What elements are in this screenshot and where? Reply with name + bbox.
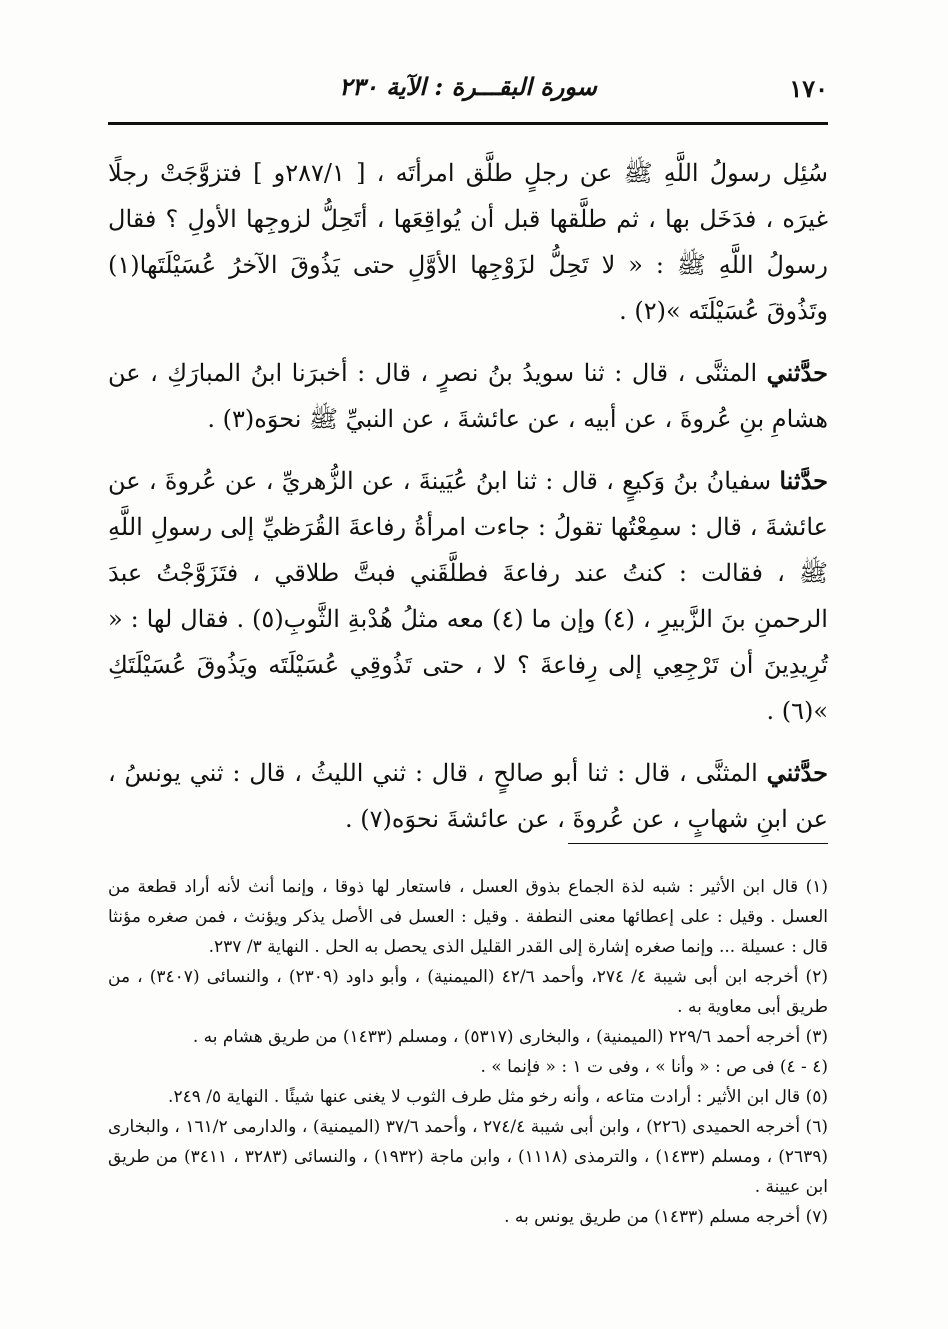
footnote: (٧) أخرجه مسلم (١٤٣٣) من طريق يونس به . [504,1207,828,1227]
footnote: (٥) قال ابن الأثير : أرادت متاعه ، وأنه رخو مثل طرف الثوب لا يغنى عنها شيئًا . النهاية ٥/ ٢٤٩. [168,1087,828,1107]
page-header [108,70,828,114]
paragraph-lead: حدَّثني [766,758,828,787]
paragraph-lead: حدَّثنا [779,466,828,495]
paragraph [108,458,828,734]
paragraph-text: سفيانُ بنُ وَكيعٍ ، قال : ثنا ابنُ عُيَينةَ ، عن الزُّهريِّ ، عن عُروةَ ، عن عائشةَ ، قال : سمِعْتُها تقولُ : جاءت امرأةُ رفاعةَ القُرَظيِّ إلى رسولِ اللَّهِ ﷺ ، فقالت : كنتُ عند رفاعةَ فطلَّقَني فبتَّ طلاقي ، فتَزَوَّجْتُ عبدَ الرحمنِ بنَ الزَّبيرِ ، (٤) وإن ما (٤) معه مثلُ هُدْبةِ الثَّوبِ(٥) . فقال لها : « تُرِيدِينَ أن تَرْجِعِي إلى رِفاعةَ ؟ لا ، حتى تَذُوقِي عُسَيْلَتَه ويَذُوقَ عُسَيْلَتَكِ »(٦) . [108,467,828,725]
footnote: (٦) أخرجه الحميدى (٢٢٦) ، وابن أبى شيبة ٢٧٤/٤ ، وأحمد ٣٧/٦ (الميمنية) ، والدارمى ١٦١/٢ ، والبخارى (٢٦٣٩) ، ومسلم (١٤٣٣) ، والترمذى (١١١٨) ، وابن ماجة (١٩٣٢) ، والنسائى (٣٢٨٣ ، ٣٤١١) من طريق ابن عيينة . [108,1117,829,1197]
footnote-rule [568,843,828,844]
paragraph-lead: حدَّثني [766,358,828,387]
main-text [108,150,828,858]
paragraph-text: المثنَّى ، قال : ثنا سويدُ بنُ نصرٍ ، قال : أخبرَنا ابنُ المبارَكِ ، عن هشامِ بنِ عُروةَ ، عن أبيه ، عن عائشةَ ، عن النبيِّ ﷺ نحوَه(٣) . [108,359,828,433]
footnotes [108,872,828,1232]
footnote: (٤ - ٤) فى ص : « وأنا » ، وفى ت ١ : « فإنما » . [480,1057,828,1077]
footnote: (١) قال ابن الأثير : شبه لذة الجماع بذوق العسل ، فاستعار لها ذوقا ، وإنما أنث لأنه أراد قطعة من العسل . وقيل : على إعطائها معنى النطفة . وقيل : العسل فى الأصل يذكر ويؤنث ، فمن صغره مؤنثا قال : عسيلة ... وإنما صغره إشارة إلى القدر القليل الذى يحصل به الحل . النهاية ٣/ ٢٣٧. [108,877,828,957]
paragraph-text: سُئِل رسولُ اللَّهِ ﷺ عن رجلٍ طلَّق امرأتَه ، [ ٢٨٧/١و ] فتزوَّجَتْ رجلًا غيرَه ، فدَخَل بها ، ثم طلَّقها قبل أن يُواقِعَها ، أتَحِلُّ لزوجِها الأولِ ؟ فقال رسولُ اللَّهِ ﷺ : « لا تَحِلُّ لزَوْجِها الأوَّلِ حتى يَذُوقَ الآخرُ عُسَيْلَتَها(١) وتَذُوقَ عُسَيْلَتَه »(٢) . [108,159,829,325]
paragraph-text: المثنَّى ، قال : ثنا أبو صالحٍ ، قال : ثني الليثُ ، قال : ثني يونسُ ، عن ابنِ شهابٍ ، عن عُروةَ ، عن عائشةَ نحوَه(٧) . [108,759,828,833]
running-head: سورة البقـــرة : الآية ٢٣٠ [339,72,597,101]
footnote: (٢) أخرجه ابن أبى شيبة ٤/ ٢٧٤، وأحمد ٤٢/٦ (الميمنية) ، وأبو داود (٢٣٠٩) ، والنسائى (٣٤٠٧) ، من طريق أبى معاوية به . [108,967,828,1017]
paragraph [108,750,828,842]
paragraph [108,150,828,334]
footnote: (٣) أخرجه أحمد ٢٢٩/٦ (الميمنية) ، والبخارى (٥٣١٧) ، ومسلم (١٤٣٣) من طريق هشام به . [192,1027,828,1047]
paragraph [108,350,828,442]
header-rule [108,122,828,125]
page-number: ١٧٠ [789,74,828,103]
